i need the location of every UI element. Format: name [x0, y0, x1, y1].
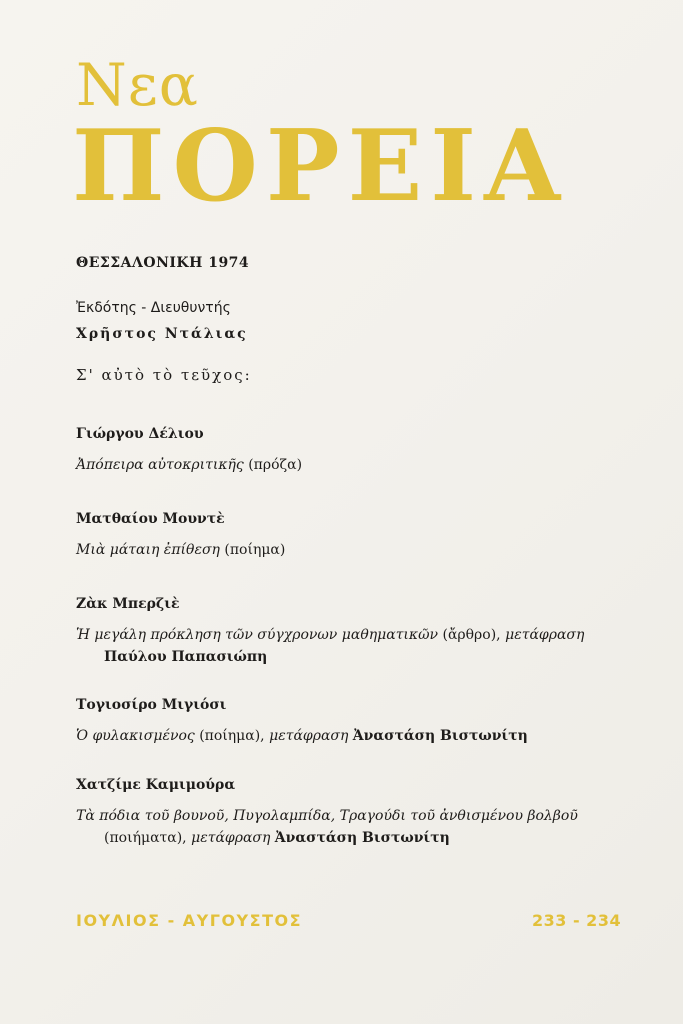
entry-work [76, 624, 636, 646]
entry-translator: Ἀναστάση Βιστωνίτη [274, 830, 450, 846]
city-year: ΘΕΣΣΑΛΟΝΙΚΗ 1974 [76, 255, 250, 271]
contents-entry-1 [76, 426, 636, 476]
entry-title: Ὁ φυλακισμένος [76, 728, 195, 744]
entry-genre: (πρόζα) [248, 457, 303, 473]
entry-work [76, 805, 636, 827]
entry-author: Χατζίμε Καμιμούρα [76, 777, 236, 793]
contents-entry-4 [76, 697, 636, 747]
masthead-title-big: ΠΟΡΕΙΑ [72, 109, 569, 224]
entry-translation-label: μετάφραση [269, 728, 349, 744]
entry-title: Μιὰ μάταιη ἐπίθεση [76, 542, 220, 558]
entry-translator-line [76, 646, 636, 668]
entry-genre: (ποιήματα), [104, 830, 187, 846]
entry-work [76, 454, 636, 476]
entry-title: Ἡ μεγάλη πρόκληση τῶν σύγχρονων μαθηματικῶν [76, 627, 439, 643]
entry-author: Γιώργου Δέλιου [76, 426, 204, 442]
publisher-name: Χρῆστος Ντάλιας [76, 326, 248, 342]
entry-translation-label: μετάφραση [505, 627, 585, 643]
contents-entry-2 [76, 511, 636, 561]
entry-work [76, 725, 636, 747]
publisher-role: Ἐκδότης - Διευθυντής [76, 300, 231, 316]
issue-number: 233 - 234 [532, 911, 622, 930]
entry-work [76, 539, 636, 561]
entry-author: Τογιοσίρο Μιγιόσι [76, 697, 227, 713]
entry-translator: Ἀναστάση Βιστωνίτη [352, 728, 528, 744]
contents-entry-5 [76, 777, 636, 849]
entry-translation-label: μετάφραση [191, 830, 271, 846]
entry-translator: Παύλου Παπασιώπη [104, 649, 268, 665]
entry-author: Ματθαίου Μουντὲ [76, 511, 225, 527]
entry-title: Τὰ πόδια τοῦ βουνοῦ, Πυγολαμπίδα, Τραγούδι τοῦ ἀνθισμένου βολβοῦ [76, 808, 578, 824]
entry-genre: (ποίημα), [199, 728, 265, 744]
entry-translator-line [76, 827, 636, 849]
entry-genre: (ἄρθρο), [442, 627, 501, 643]
entry-title: Ἀπόπειρα αὐτοκριτικῆς [76, 457, 244, 473]
contents-label: Σ' αὐτὸ τὸ τεῦχος: [76, 366, 252, 384]
entry-author: Ζὰκ Μπερζιὲ [76, 596, 180, 612]
contents-entry-3 [76, 596, 636, 668]
entry-genre: (ποίημα) [224, 542, 286, 558]
masthead-title-small: Νεα [76, 51, 199, 119]
issue-months: ΙΟΥΛΙΟΣ - ΑΥΓΟΥΣΤΟΣ [76, 911, 303, 930]
